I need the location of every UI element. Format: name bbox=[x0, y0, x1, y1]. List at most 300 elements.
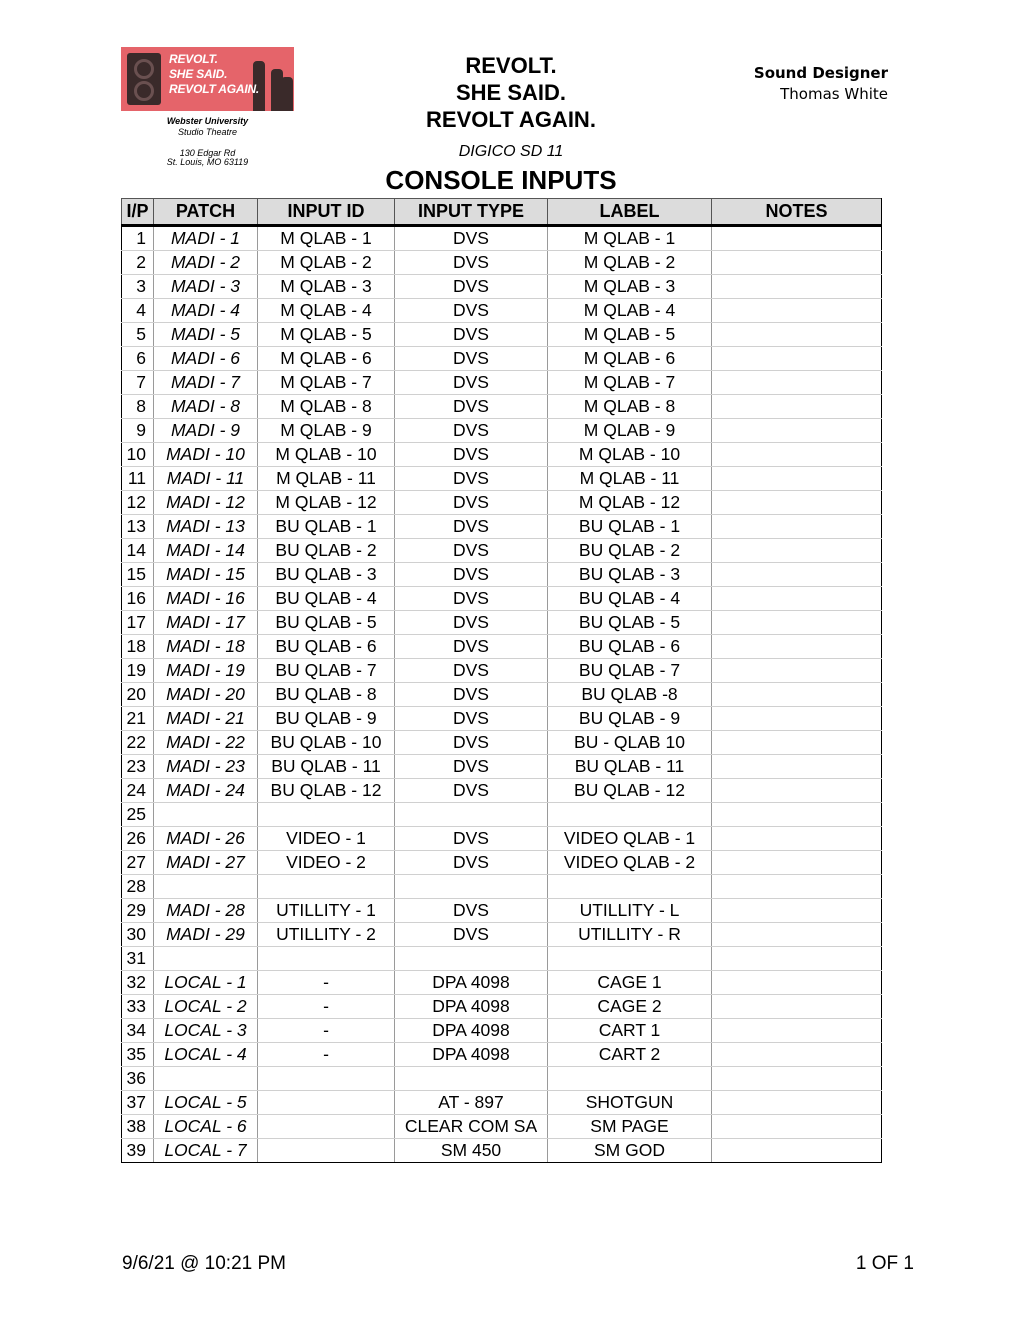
notes-cell bbox=[712, 1043, 882, 1067]
notes-cell bbox=[712, 443, 882, 467]
ip-cell: 32 bbox=[122, 971, 154, 995]
show-title-line-1: REVOLT. bbox=[465, 53, 557, 78]
table-row bbox=[122, 971, 882, 995]
input-id-cell: BU QLAB - 8 bbox=[258, 683, 395, 707]
patch-cell: LOCAL - 2 bbox=[154, 995, 258, 1019]
label-cell bbox=[548, 1067, 712, 1091]
input-id-cell: - bbox=[258, 995, 395, 1019]
input-id-cell: BU QLAB - 2 bbox=[258, 539, 395, 563]
input-type-cell: DVS bbox=[395, 515, 548, 539]
ip-cell: 30 bbox=[122, 923, 154, 947]
table-row bbox=[122, 251, 882, 275]
patch-cell: MADI - 1 bbox=[154, 226, 258, 251]
patch-cell: MADI - 17 bbox=[154, 611, 258, 635]
label-cell: VIDEO QLAB - 2 bbox=[548, 851, 712, 875]
show-title-line-2: SHE SAID. bbox=[455, 80, 567, 105]
show-title-line-3: REVOLT AGAIN. bbox=[426, 107, 596, 132]
header-input-id: INPUT ID bbox=[258, 199, 395, 226]
ip-cell: 15 bbox=[122, 563, 154, 587]
table-row bbox=[122, 299, 882, 323]
input-id-cell: M QLAB - 8 bbox=[258, 395, 395, 419]
table-row bbox=[122, 1067, 882, 1091]
input-id-cell bbox=[258, 875, 395, 899]
label-cell: CAGE 2 bbox=[548, 995, 712, 1019]
patch-cell: MADI - 29 bbox=[154, 923, 258, 947]
label-cell: BU QLAB - 12 bbox=[548, 779, 712, 803]
ip-cell: 11 bbox=[122, 467, 154, 491]
table-row bbox=[122, 1043, 882, 1067]
table-row bbox=[122, 395, 882, 419]
table-row bbox=[122, 1115, 882, 1139]
label-cell: SM GOD bbox=[548, 1139, 712, 1163]
notes-cell bbox=[712, 371, 882, 395]
ip-cell: 37 bbox=[122, 1091, 154, 1115]
notes-cell bbox=[712, 923, 882, 947]
designer-role: Sound Designer bbox=[753, 64, 888, 82]
ip-cell: 23 bbox=[122, 755, 154, 779]
input-id-cell: BU QLAB - 9 bbox=[258, 707, 395, 731]
label-cell: BU - QLAB 10 bbox=[548, 731, 712, 755]
notes-cell bbox=[712, 827, 882, 851]
patch-cell bbox=[154, 803, 258, 827]
label-cell: BU QLAB - 3 bbox=[548, 563, 712, 587]
label-cell: UTILLITY - L bbox=[548, 899, 712, 923]
notes-cell bbox=[712, 611, 882, 635]
input-type-cell: DVS bbox=[395, 923, 548, 947]
page-heading: CONSOLE INPUTS bbox=[385, 165, 617, 195]
ip-cell: 36 bbox=[122, 1067, 154, 1091]
patch-cell: MADI - 16 bbox=[154, 587, 258, 611]
input-type-cell: DVS bbox=[395, 707, 548, 731]
input-type-cell: DPA 4098 bbox=[395, 1043, 548, 1067]
table-row bbox=[122, 563, 882, 587]
input-id-cell: M QLAB - 11 bbox=[258, 467, 395, 491]
label-cell: M QLAB - 1 bbox=[548, 226, 712, 251]
label-cell: M QLAB - 11 bbox=[548, 467, 712, 491]
ip-cell: 19 bbox=[122, 659, 154, 683]
input-id-cell: M QLAB - 12 bbox=[258, 491, 395, 515]
input-id-cell bbox=[258, 803, 395, 827]
patch-cell: MADI - 28 bbox=[154, 899, 258, 923]
input-id-cell: VIDEO - 1 bbox=[258, 827, 395, 851]
patch-cell: MADI - 2 bbox=[154, 251, 258, 275]
notes-cell bbox=[712, 395, 882, 419]
input-id-cell: BU QLAB - 10 bbox=[258, 731, 395, 755]
input-type-cell: DVS bbox=[395, 251, 548, 275]
notes-cell bbox=[712, 539, 882, 563]
notes-cell bbox=[712, 995, 882, 1019]
table-row bbox=[122, 419, 882, 443]
patch-cell: MADI - 8 bbox=[154, 395, 258, 419]
table-row bbox=[122, 467, 882, 491]
notes-cell bbox=[712, 587, 882, 611]
table-row bbox=[122, 323, 882, 347]
input-id-cell: - bbox=[258, 1043, 395, 1067]
table-row bbox=[122, 226, 882, 251]
notes-cell bbox=[712, 683, 882, 707]
input-id-cell bbox=[258, 1067, 395, 1091]
logo-line-2: SHE SAID. bbox=[169, 67, 228, 81]
label-cell: BU QLAB - 9 bbox=[548, 707, 712, 731]
table-row bbox=[122, 779, 882, 803]
venue-street: 130 Edgar Rd bbox=[179, 148, 236, 158]
label-cell: M QLAB - 4 bbox=[548, 299, 712, 323]
input-id-cell: UTILLITY - 2 bbox=[258, 923, 395, 947]
patch-cell bbox=[154, 875, 258, 899]
notes-cell bbox=[712, 1115, 882, 1139]
table-row bbox=[122, 371, 882, 395]
print-timestamp: 9/6/21 @ 10:21 PM bbox=[122, 1253, 286, 1274]
label-cell: M QLAB - 10 bbox=[548, 443, 712, 467]
notes-cell bbox=[712, 635, 882, 659]
input-id-cell: M QLAB - 2 bbox=[258, 251, 395, 275]
input-type-cell: DVS bbox=[395, 539, 548, 563]
input-type-cell: DVS bbox=[395, 443, 548, 467]
label-cell: BU QLAB - 1 bbox=[548, 515, 712, 539]
ip-cell: 2 bbox=[122, 251, 154, 275]
notes-cell bbox=[712, 491, 882, 515]
input-type-cell: DVS bbox=[395, 563, 548, 587]
table-row bbox=[122, 1139, 882, 1163]
venue-name: Webster University bbox=[166, 116, 249, 126]
table-header-row bbox=[122, 199, 882, 226]
logo-text bbox=[169, 52, 259, 97]
table-row bbox=[122, 1019, 882, 1043]
input-type-cell: DPA 4098 bbox=[395, 1019, 548, 1043]
input-id-cell: BU QLAB - 3 bbox=[258, 563, 395, 587]
ip-cell: 29 bbox=[122, 899, 154, 923]
patch-cell: LOCAL - 7 bbox=[154, 1139, 258, 1163]
label-cell: M QLAB - 8 bbox=[548, 395, 712, 419]
table-row bbox=[122, 443, 882, 467]
ip-cell: 14 bbox=[122, 539, 154, 563]
label-cell: BU QLAB - 7 bbox=[548, 659, 712, 683]
table-row bbox=[122, 731, 882, 755]
ip-cell: 38 bbox=[122, 1115, 154, 1139]
ip-cell: 5 bbox=[122, 323, 154, 347]
patch-cell: MADI - 26 bbox=[154, 827, 258, 851]
table-body bbox=[122, 226, 882, 1163]
ip-cell: 10 bbox=[122, 443, 154, 467]
table-row bbox=[122, 707, 882, 731]
patch-cell bbox=[154, 1067, 258, 1091]
notes-cell bbox=[712, 659, 882, 683]
patch-cell: MADI - 4 bbox=[154, 299, 258, 323]
input-id-cell: M QLAB - 3 bbox=[258, 275, 395, 299]
input-id-cell: BU QLAB - 4 bbox=[258, 587, 395, 611]
input-id-cell: BU QLAB - 6 bbox=[258, 635, 395, 659]
notes-cell bbox=[712, 251, 882, 275]
console-model: DIGICO SD 11 bbox=[458, 143, 564, 160]
input-type-cell: DVS bbox=[395, 467, 548, 491]
ip-cell: 1 bbox=[122, 226, 154, 251]
input-id-cell bbox=[258, 1091, 395, 1115]
input-type-cell: DVS bbox=[395, 731, 548, 755]
input-id-cell bbox=[258, 1139, 395, 1163]
ip-cell: 13 bbox=[122, 515, 154, 539]
ip-cell: 12 bbox=[122, 491, 154, 515]
input-id-cell: M QLAB - 4 bbox=[258, 299, 395, 323]
input-id-cell: BU QLAB - 12 bbox=[258, 779, 395, 803]
label-cell: M QLAB - 3 bbox=[548, 275, 712, 299]
notes-cell bbox=[712, 851, 882, 875]
input-type-cell bbox=[395, 1067, 548, 1091]
label-cell: BU QLAB -8 bbox=[548, 683, 712, 707]
input-type-cell: CLEAR COM SA bbox=[395, 1115, 548, 1139]
table-row bbox=[122, 899, 882, 923]
input-id-cell: BU QLAB - 11 bbox=[258, 755, 395, 779]
table-row bbox=[122, 635, 882, 659]
header-input-type: INPUT TYPE bbox=[395, 199, 548, 226]
input-type-cell: DVS bbox=[395, 611, 548, 635]
ip-cell: 35 bbox=[122, 1043, 154, 1067]
label-cell: M QLAB - 2 bbox=[548, 251, 712, 275]
designer-name: Thomas White bbox=[780, 85, 888, 103]
notes-cell bbox=[712, 323, 882, 347]
input-type-cell bbox=[395, 803, 548, 827]
ip-cell: 17 bbox=[122, 611, 154, 635]
patch-cell: LOCAL - 6 bbox=[154, 1115, 258, 1139]
input-id-cell: VIDEO - 2 bbox=[258, 851, 395, 875]
label-cell: M QLAB - 5 bbox=[548, 323, 712, 347]
header-patch: PATCH bbox=[154, 199, 258, 226]
label-cell: M QLAB - 12 bbox=[548, 491, 712, 515]
venue-theatre: Studio Theatre bbox=[177, 127, 238, 137]
input-id-cell: M QLAB - 10 bbox=[258, 443, 395, 467]
label-cell: CART 2 bbox=[548, 1043, 712, 1067]
notes-cell bbox=[712, 467, 882, 491]
venue-city: St. Louis, MO 63119 bbox=[166, 157, 249, 167]
input-id-cell: M QLAB - 7 bbox=[258, 371, 395, 395]
notes-cell bbox=[712, 226, 882, 251]
notes-cell bbox=[712, 947, 882, 971]
label-cell: CART 1 bbox=[548, 1019, 712, 1043]
patch-cell: MADI - 20 bbox=[154, 683, 258, 707]
show-title bbox=[381, 52, 641, 133]
ip-cell: 18 bbox=[122, 635, 154, 659]
input-type-cell: DVS bbox=[395, 323, 548, 347]
notes-cell bbox=[712, 731, 882, 755]
table-row bbox=[122, 827, 882, 851]
notes-cell bbox=[712, 515, 882, 539]
notes-cell bbox=[712, 1067, 882, 1091]
patch-cell: MADI - 11 bbox=[154, 467, 258, 491]
ip-cell: 25 bbox=[122, 803, 154, 827]
ip-cell: 4 bbox=[122, 299, 154, 323]
notes-cell bbox=[712, 275, 882, 299]
patch-cell: LOCAL - 4 bbox=[154, 1043, 258, 1067]
input-type-cell: DVS bbox=[395, 755, 548, 779]
input-type-cell: AT - 897 bbox=[395, 1091, 548, 1115]
label-cell bbox=[548, 947, 712, 971]
input-type-cell: DVS bbox=[395, 779, 548, 803]
header-label: LABEL bbox=[548, 199, 712, 226]
table-row bbox=[122, 491, 882, 515]
patch-cell: MADI - 10 bbox=[154, 443, 258, 467]
page-number: 1 OF 1 bbox=[855, 1253, 914, 1274]
table-row bbox=[122, 539, 882, 563]
table-row bbox=[122, 275, 882, 299]
patch-cell: MADI - 18 bbox=[154, 635, 258, 659]
table-row bbox=[122, 755, 882, 779]
notes-cell bbox=[712, 779, 882, 803]
input-type-cell: SM 450 bbox=[395, 1139, 548, 1163]
patch-cell: MADI - 3 bbox=[154, 275, 258, 299]
patch-cell: MADI - 21 bbox=[154, 707, 258, 731]
ip-cell: 7 bbox=[122, 371, 154, 395]
notes-cell bbox=[712, 347, 882, 371]
patch-cell: MADI - 27 bbox=[154, 851, 258, 875]
ip-cell: 9 bbox=[122, 419, 154, 443]
input-type-cell: DVS bbox=[395, 659, 548, 683]
patch-cell: MADI - 6 bbox=[154, 347, 258, 371]
input-type-cell: DVS bbox=[395, 899, 548, 923]
patch-cell: MADI - 9 bbox=[154, 419, 258, 443]
input-id-cell: BU QLAB - 7 bbox=[258, 659, 395, 683]
notes-cell bbox=[712, 899, 882, 923]
ip-cell: 24 bbox=[122, 779, 154, 803]
input-id-cell: M QLAB - 5 bbox=[258, 323, 395, 347]
patch-cell: MADI - 14 bbox=[154, 539, 258, 563]
table-row bbox=[122, 1091, 882, 1115]
patch-cell: MADI - 24 bbox=[154, 779, 258, 803]
input-type-cell: DVS bbox=[395, 347, 548, 371]
notes-cell bbox=[712, 755, 882, 779]
ip-cell: 8 bbox=[122, 395, 154, 419]
input-type-cell: DVS bbox=[395, 226, 548, 251]
notes-cell bbox=[712, 803, 882, 827]
label-cell: M QLAB - 9 bbox=[548, 419, 712, 443]
patch-cell bbox=[154, 947, 258, 971]
patch-cell: MADI - 22 bbox=[154, 731, 258, 755]
show-logo bbox=[121, 47, 294, 111]
input-type-cell bbox=[395, 875, 548, 899]
input-type-cell: DPA 4098 bbox=[395, 971, 548, 995]
ip-cell: 27 bbox=[122, 851, 154, 875]
input-id-cell: UTILLITY - 1 bbox=[258, 899, 395, 923]
input-id-cell: M QLAB - 1 bbox=[258, 226, 395, 251]
table-row bbox=[122, 995, 882, 1019]
ip-cell: 31 bbox=[122, 947, 154, 971]
input-id-cell: - bbox=[258, 1019, 395, 1043]
label-cell: BU QLAB - 5 bbox=[548, 611, 712, 635]
input-type-cell: DVS bbox=[395, 395, 548, 419]
label-cell: BU QLAB - 2 bbox=[548, 539, 712, 563]
input-id-cell: - bbox=[258, 971, 395, 995]
notes-cell bbox=[712, 1019, 882, 1043]
table-row bbox=[122, 803, 882, 827]
header-ip: I/P bbox=[122, 199, 154, 226]
input-type-cell: DVS bbox=[395, 491, 548, 515]
ip-cell: 21 bbox=[122, 707, 154, 731]
ip-cell: 28 bbox=[122, 875, 154, 899]
patch-cell: MADI - 15 bbox=[154, 563, 258, 587]
table-row bbox=[122, 587, 882, 611]
patch-cell: MADI - 23 bbox=[154, 755, 258, 779]
input-id-cell: BU QLAB - 5 bbox=[258, 611, 395, 635]
ip-cell: 6 bbox=[122, 347, 154, 371]
speaker-icon bbox=[127, 53, 161, 105]
notes-cell bbox=[712, 1139, 882, 1163]
label-cell: CAGE 1 bbox=[548, 971, 712, 995]
patch-cell: MADI - 12 bbox=[154, 491, 258, 515]
input-type-cell: DVS bbox=[395, 275, 548, 299]
label-cell: UTILLITY - R bbox=[548, 923, 712, 947]
label-cell bbox=[548, 803, 712, 827]
ip-cell: 33 bbox=[122, 995, 154, 1019]
label-cell: SHOTGUN bbox=[548, 1091, 712, 1115]
ip-cell: 16 bbox=[122, 587, 154, 611]
notes-cell bbox=[712, 563, 882, 587]
notes-cell bbox=[712, 971, 882, 995]
input-id-cell bbox=[258, 1115, 395, 1139]
designer-credit bbox=[754, 63, 888, 105]
input-type-cell bbox=[395, 947, 548, 971]
table-row bbox=[122, 659, 882, 683]
raised-fist-icon bbox=[281, 77, 293, 111]
label-cell: BU QLAB - 4 bbox=[548, 587, 712, 611]
patch-cell: MADI - 5 bbox=[154, 323, 258, 347]
input-type-cell: DVS bbox=[395, 371, 548, 395]
input-type-cell: DVS bbox=[395, 299, 548, 323]
table-row bbox=[122, 947, 882, 971]
patch-cell: LOCAL - 5 bbox=[154, 1091, 258, 1115]
logo-line-1: REVOLT. bbox=[169, 52, 218, 66]
input-type-cell: DVS bbox=[395, 851, 548, 875]
input-type-cell: DVS bbox=[395, 587, 548, 611]
label-cell bbox=[548, 875, 712, 899]
table-row bbox=[122, 875, 882, 899]
input-id-cell: BU QLAB - 1 bbox=[258, 515, 395, 539]
input-type-cell: DPA 4098 bbox=[395, 995, 548, 1019]
input-type-cell: DVS bbox=[395, 419, 548, 443]
table-row bbox=[122, 851, 882, 875]
notes-cell bbox=[712, 299, 882, 323]
header-notes: NOTES bbox=[712, 199, 882, 226]
notes-cell bbox=[712, 707, 882, 731]
ip-cell: 3 bbox=[122, 275, 154, 299]
input-id-cell: M QLAB - 9 bbox=[258, 419, 395, 443]
logo-line-3: REVOLT AGAIN. bbox=[169, 82, 260, 96]
label-cell: SM PAGE bbox=[548, 1115, 712, 1139]
input-type-cell: DVS bbox=[395, 827, 548, 851]
patch-cell: MADI - 19 bbox=[154, 659, 258, 683]
label-cell: M QLAB - 7 bbox=[548, 371, 712, 395]
table-row bbox=[122, 347, 882, 371]
label-cell: M QLAB - 6 bbox=[548, 347, 712, 371]
input-id-cell bbox=[258, 947, 395, 971]
notes-cell bbox=[712, 419, 882, 443]
label-cell: BU QLAB - 11 bbox=[548, 755, 712, 779]
ip-cell: 26 bbox=[122, 827, 154, 851]
notes-cell bbox=[712, 1091, 882, 1115]
label-cell: BU QLAB - 6 bbox=[548, 635, 712, 659]
patch-cell: MADI - 7 bbox=[154, 371, 258, 395]
patch-cell: LOCAL - 3 bbox=[154, 1019, 258, 1043]
patch-cell: MADI - 13 bbox=[154, 515, 258, 539]
ip-cell: 34 bbox=[122, 1019, 154, 1043]
ip-cell: 39 bbox=[122, 1139, 154, 1163]
ip-cell: 22 bbox=[122, 731, 154, 755]
table-row bbox=[122, 923, 882, 947]
console-inputs-table bbox=[121, 198, 882, 1163]
patch-cell: LOCAL - 1 bbox=[154, 971, 258, 995]
label-cell: VIDEO QLAB - 1 bbox=[548, 827, 712, 851]
table-row bbox=[122, 515, 882, 539]
input-type-cell: DVS bbox=[395, 683, 548, 707]
notes-cell bbox=[712, 875, 882, 899]
input-id-cell: M QLAB - 6 bbox=[258, 347, 395, 371]
